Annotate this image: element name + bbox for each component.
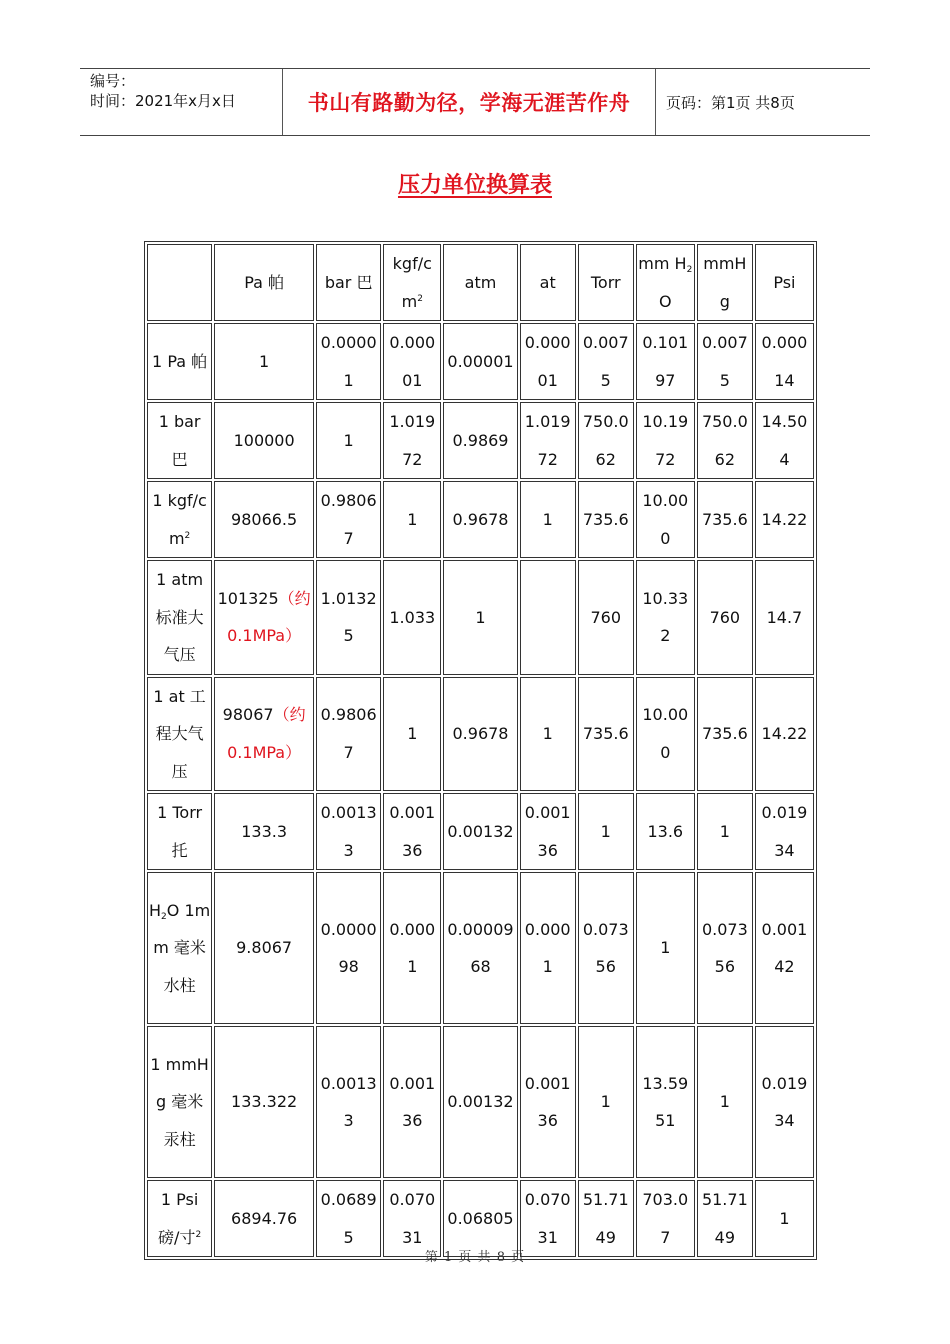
table-cell: 0.07031 [520,1180,576,1257]
table-cell: 0.01934 [755,793,814,870]
table-header-row [147,244,814,321]
table-cell: 9.8067 [214,872,314,1024]
table-row [147,1026,814,1178]
table-cell: 1 [443,560,517,675]
table-cell: 0.06895 [316,1180,381,1257]
table-cell: 13.5951 [636,1026,695,1178]
table-cell: 735.6 [697,481,753,558]
table-row [147,677,814,792]
column-header: Psi [755,244,814,321]
table-cell: 0.00133 [316,793,381,870]
table-cell: 14.7 [755,560,814,675]
table-cell: 0.06805 [443,1180,517,1257]
table-cell: 98067（约0.1MPa） [214,677,314,792]
table-cell: 1.01325 [316,560,381,675]
table-cell: 0.01934 [755,1026,814,1178]
table-row [147,323,814,400]
header-page-number: 页码：第1页 共8页 [666,93,795,112]
table-cell: 1.01972 [383,402,441,479]
table-cell: 0.00001 [316,323,381,400]
table-cell: 1 [697,793,753,870]
column-header: mmHg [697,244,753,321]
table-cell: 1 [578,793,634,870]
table-cell: 0.07356 [697,872,753,1024]
table-cell: 0.00014 [755,323,814,400]
row-label: 1 kgf/$cm^2$ [147,481,212,558]
table-cell: 0.07356 [578,872,634,1024]
row-label: 1 Torr 托 [147,793,212,870]
table-cell: 0.0001 [383,872,441,1024]
header-meta [80,69,282,135]
column-header: mm $H_2O$ [636,244,695,321]
table-row [147,872,814,1024]
document-number-label: 编号： [90,72,136,90]
page-title-text: 压力单位换算表 [397,172,552,198]
table-cell: 10.000 [636,677,695,792]
table-cell: 0.9678 [443,677,517,792]
page-header [80,68,870,136]
table-cell: 0.00136 [520,1026,576,1178]
row-label: 1 at 工程大气压 [147,677,212,792]
table-cell: 760 [697,560,753,675]
table-row [147,402,814,479]
table-cell: 10.1972 [636,402,695,479]
table-cell: 735.6 [578,481,634,558]
table-cell: 100000 [214,402,314,479]
table-cell: 98066.5 [214,481,314,558]
table-cell: 0.0075 [578,323,634,400]
page-footer: 第 1 页 共 8 页 [424,1250,526,1265]
table-cell: 760 [578,560,634,675]
table-cell: 1 [214,323,314,400]
header-motto: 书山有路勤为径，学海无涯苦作舟 [282,69,656,135]
table-cell: 0.0075 [697,323,753,400]
table-cell: 0.000098 [316,872,381,1024]
table-cell: 750.062 [697,402,753,479]
table-cell: 0.00136 [520,793,576,870]
table-cell: 51.7149 [697,1180,753,1257]
column-header: Torr [578,244,634,321]
table-cell: 0.10197 [636,323,695,400]
table-row [147,560,814,675]
table-cell: 1 [520,481,576,558]
column-header: at [520,244,576,321]
table-cell: 703.07 [636,1180,695,1257]
table-cell: 0.00133 [316,1026,381,1178]
table-cell: 14.22 [755,677,814,792]
table-cell: 1 [520,677,576,792]
corner-cell [147,244,212,321]
table-cell: 0.00001 [443,323,517,400]
table-cell: 1 [316,402,381,479]
table-cell: 133.3 [214,793,314,870]
row-label: 1 bar 巴 [147,402,212,479]
table-cell: 51.7149 [578,1180,634,1257]
row-label: 1 mmHg 毫米汞柱 [147,1026,212,1178]
row-label: $H_2O$ 1mm 毫米水柱 [147,872,212,1024]
table-cell: 0.0000968 [443,872,517,1024]
table-cell: 735.6 [578,677,634,792]
table-cell: 1 [383,481,441,558]
row-label: 1 atm 标准大气压 [147,560,212,675]
table-cell: 14.22 [755,481,814,558]
column-header: atm [443,244,517,321]
table-cell: 10.000 [636,481,695,558]
table-cell: 0.98067 [316,677,381,792]
document-date-label: 时间：2021年x月x日 [90,92,236,110]
table-cell: 13.6 [636,793,695,870]
table-cell: 0.00001 [520,323,576,400]
table-cell: 6894.76 [214,1180,314,1257]
table-cell [520,560,576,675]
table-cell: 101325（约0.1MPa） [214,560,314,675]
table-cell: 1 [697,1026,753,1178]
column-header: bar 巴 [316,244,381,321]
page-title [0,168,950,199]
row-label: 1 Psi 磅/寸$^2$ [147,1180,212,1257]
pressure-conversion-table [144,241,817,1260]
table-cell: 0.00142 [755,872,814,1024]
table-cell: 1 [755,1180,814,1257]
table-cell: 1 [383,677,441,792]
table-cell: 0.00136 [383,1026,441,1178]
table-cell: 1 [636,872,695,1024]
table-row [147,481,814,558]
table-cell: 1 [578,1026,634,1178]
table-cell: 735.6 [697,677,753,792]
table-cell: 0.07031 [383,1180,441,1257]
column-header: Pa 帕 [214,244,314,321]
table-cell: 0.9869 [443,402,517,479]
table-cell: 0.00001 [383,323,441,400]
table-cell: 10.332 [636,560,695,675]
table-cell: 0.00136 [383,793,441,870]
table-row [147,793,814,870]
table-cell: 1.01972 [520,402,576,479]
table-cell: 0.00132 [443,793,517,870]
table-cell: 0.98067 [316,481,381,558]
row-label: 1 Pa 帕 [147,323,212,400]
table-cell: 133.322 [214,1026,314,1178]
table-cell: 0.9678 [443,481,517,558]
column-header: kgf/$cm^2$ [383,244,441,321]
table-cell: 1.033 [383,560,441,675]
table-cell: 0.00132 [443,1026,517,1178]
table-cell: 750.062 [578,402,634,479]
table-cell: 0.0001 [520,872,576,1024]
table-cell: 14.504 [755,402,814,479]
